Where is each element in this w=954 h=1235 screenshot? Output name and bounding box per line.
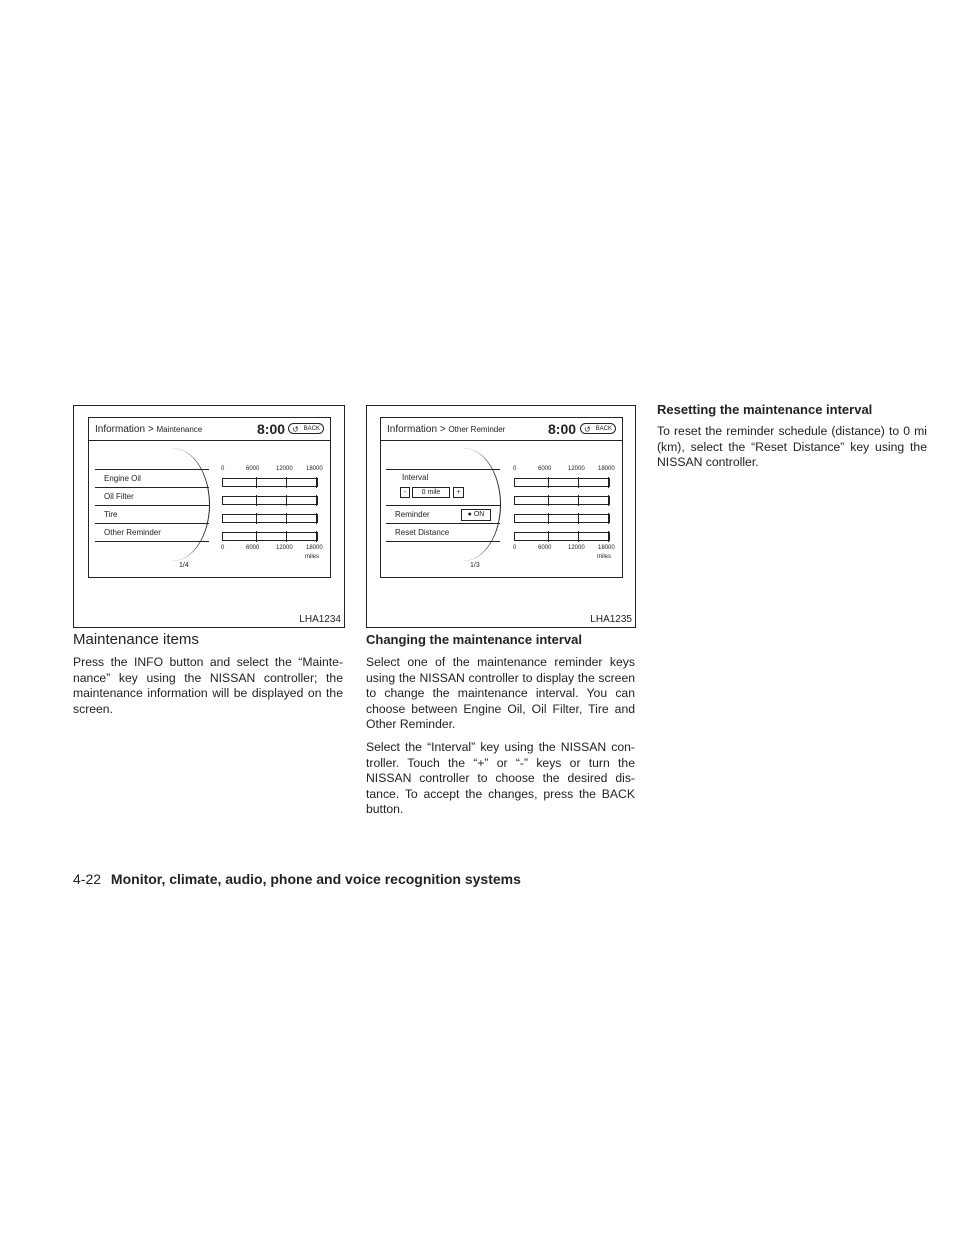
menu-item-other-reminder[interactable]	[95, 523, 209, 542]
back-arrow-icon: ↺	[292, 425, 299, 434]
back-arrow-icon: ↺	[584, 425, 591, 434]
section-title-changing-interval: Changing the maintenance interval	[366, 632, 582, 647]
menu-item-label: Engine Oil	[104, 474, 141, 483]
progress-bar-tire	[222, 514, 318, 523]
scale-label-18000: 18000	[306, 545, 323, 551]
header-title: Information	[387, 424, 438, 435]
clock-time: 8:00	[548, 421, 577, 437]
scale-label-6000: 6000	[246, 466, 260, 472]
page-number: 4-22	[73, 871, 102, 887]
reset-distance-row[interactable]	[386, 523, 500, 542]
scale-label-0: 0	[513, 545, 517, 551]
header-divider	[381, 440, 622, 441]
plus-button[interactable]: +	[453, 487, 464, 498]
scale-label-12000: 12000	[276, 466, 293, 472]
header-divider	[89, 440, 330, 441]
menu-item-label: Tire	[104, 510, 118, 519]
maintenance-menu	[95, 448, 210, 561]
header-separator: >	[147, 424, 154, 435]
progress-bar-2	[514, 496, 610, 505]
scale-label-6000: 6000	[538, 466, 552, 472]
progress-bar-other-reminder	[222, 532, 318, 541]
reminder-toggle[interactable]: ● ON	[461, 509, 491, 521]
header-separator: >	[439, 424, 446, 435]
clock-time: 8:00	[257, 421, 286, 437]
reset-distance-label: Reset Distance	[395, 528, 450, 537]
section-title-maintenance-items: Maintenance items	[73, 631, 199, 648]
scale-label-6000: 6000	[246, 545, 260, 551]
back-button[interactable]	[580, 423, 616, 434]
scale-label-0: 0	[221, 545, 225, 551]
scale-unit: miles	[597, 554, 612, 560]
screen-header	[95, 424, 202, 435]
menu-item-engine-oil[interactable]	[95, 469, 209, 488]
paragraph-resetting-interval: To reset the reminder schedule (distance) to 0 mi (km), select the “Reset Distance” key using the NISSAN controller.	[657, 424, 927, 470]
section-name: Monitor, climate, audio, phone and voice recognition systems	[110, 871, 521, 887]
interval-label: Interval	[402, 473, 429, 482]
progress-bar-3	[514, 514, 610, 523]
scale-label-18000: 18000	[598, 545, 615, 551]
page-indicator: 1/3	[470, 562, 480, 569]
header-crumb: Other Reminder	[448, 425, 506, 434]
paragraph-changing-interval-2: Select the “Interval” key using the NISSAN con-troller. Touch the “+” or “-” keys or turn the NISSAN controller to choose the desired dis-tance. To accept the changes, press the BACK button.	[366, 740, 635, 817]
progress-bar-engine-oil	[222, 478, 318, 487]
interval-row[interactable]	[386, 469, 500, 506]
paragraph-changing-interval-1: Select one of the maintenance reminder keys using the NISSAN controller to display the screen to change the maintenance interval. You can choose between Engine Oil, Oil Filter, Tire and Other Reminder.	[366, 655, 635, 732]
page-indicator: 1/4	[179, 562, 189, 569]
figure-code: LHA1234	[299, 614, 341, 625]
interval-scale	[513, 466, 613, 566]
interval-scale	[221, 466, 321, 566]
menu-item-empty	[386, 541, 500, 560]
menu-item-tire[interactable]	[95, 505, 209, 524]
back-button-label: BACK	[595, 426, 612, 432]
progress-bar-4	[514, 532, 610, 541]
scale-label-0: 0	[221, 466, 225, 472]
display-screen	[380, 417, 623, 578]
reminder-row[interactable]	[386, 505, 500, 524]
scale-label-12000: 12000	[568, 466, 585, 472]
display-screen	[88, 417, 331, 578]
scale-unit: miles	[305, 554, 320, 560]
menu-item-label: Other Reminder	[104, 528, 161, 537]
back-button-label: BACK	[303, 426, 320, 432]
screen-header	[387, 424, 505, 435]
header-crumb: Maintenance	[156, 425, 203, 434]
reminder-menu	[386, 448, 501, 561]
menu-item-label: Oil Filter	[104, 492, 134, 501]
figure-maintenance-screen	[73, 405, 345, 628]
minus-button[interactable]: -	[400, 487, 410, 498]
progress-bar-oil-filter	[222, 496, 318, 505]
figure-other-reminder-screen	[366, 405, 636, 628]
page-footer	[73, 871, 521, 887]
progress-bar-1	[514, 478, 610, 487]
menu-item-empty	[95, 541, 209, 560]
scale-label-0: 0	[513, 466, 517, 472]
menu-item-oil-filter[interactable]	[95, 487, 209, 506]
scale-label-12000: 12000	[568, 545, 585, 551]
scale-label-18000: 18000	[598, 466, 615, 472]
reminder-label: Reminder	[395, 510, 430, 519]
scale-label-6000: 6000	[538, 545, 552, 551]
figure-code: LHA1235	[590, 614, 632, 625]
scale-label-12000: 12000	[276, 545, 293, 551]
header-title: Information	[95, 424, 146, 435]
interval-value: 0 mile	[412, 487, 450, 498]
back-button[interactable]	[288, 423, 324, 434]
paragraph-maintenance-items: Press the INFO button and select the “Mainte-nance” key using the NISSAN controller; the maintenance information will be displayed on the screen.	[73, 655, 343, 716]
section-title-resetting-interval: Resetting the maintenance interval	[657, 402, 873, 417]
scale-label-18000: 18000	[306, 466, 323, 472]
